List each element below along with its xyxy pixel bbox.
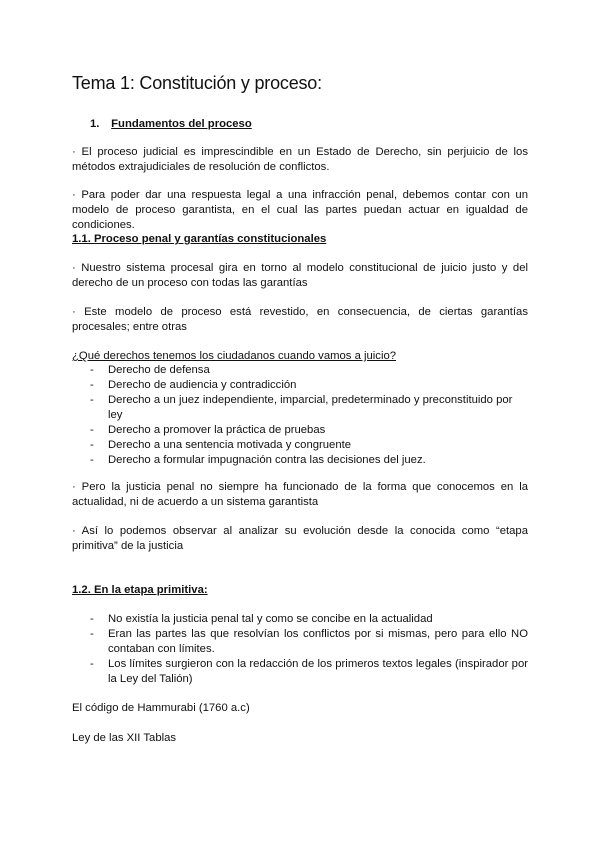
hammurabi-code-line: El código de Hammurabi (1760 a.c) <box>72 702 250 714</box>
rights-question: ¿Qué derechos tenemos los ciudadanos cuando vamos a juicio? <box>72 350 397 362</box>
list-item: - No existía la justicia penal tal y como se concibe en la actualidad <box>72 612 528 627</box>
section-1-paragraph-2: · Para poder dar una respuesta legal a una infracción penal, debemos contar con un modelo de proceso garantista, en el cual las partes puedan actuar en igualdad de condiciones. <box>72 189 528 231</box>
list-item: - Derecho a una sentencia motivada y congruente <box>72 438 528 453</box>
list-item: - Derecho a promover la práctica de pruebas <box>72 423 528 438</box>
list-item: - Eran las partes las que resolvían los conflictos por si mismas, pero para ello NO contaban con límites. <box>72 627 528 657</box>
section-1-2-heading: 1.2. En la etapa primitiva: <box>72 584 208 596</box>
section-1-paragraph-1: · El proceso judicial es imprescindible en un Estado de Derecho, sin perjuicio de los métodos extrajudiciales de resolución de conflictos. <box>72 146 528 173</box>
section-1-number: 1. <box>90 118 100 130</box>
list-item: - Derecho de defensa <box>72 363 528 378</box>
rights-list <box>72 363 528 468</box>
list-item: - Derecho a formular impugnación contra las decisiones del juez. <box>72 453 528 468</box>
list-item: - Los límites surgieron con la redacción de los primeros textos legales (inspirador por la Ley del Talión) <box>72 657 528 687</box>
page-title: Tema 1: Constitución y proceso: <box>72 73 322 93</box>
section-1-1-paragraph-3: · Pero la justicia penal no siempre ha funcionado de la forma que conocemos en la actualidad, ni de acuerdo a un sistema garantista <box>72 481 528 508</box>
section-1-1-paragraph-2: · Este modelo de proceso está revestido, en consecuencia, de ciertas garantías procesales; entre otras <box>72 306 528 333</box>
list-item: - Derecho a un juez independiente, imparcial, predeterminado y preconstituido por ley <box>72 393 528 423</box>
section-1-1-paragraph-4: · Así lo podemos observar al analizar su evolución desde la conocida como “etapa primitiva” de la justicia <box>72 525 528 552</box>
section-1-heading <box>90 117 528 132</box>
section-1-1-paragraph-1: · Nuestro sistema procesal gira en torno al modelo constitucional de juicio justo y del derecho de un proceso con todas las garantías <box>72 262 528 289</box>
list-item: - Derecho de audiencia y contradicción <box>72 378 528 393</box>
twelve-tables-line: Ley de las XII Tablas <box>72 732 177 744</box>
primitive-stage-list <box>72 612 528 687</box>
section-1-title: Fundamentos del proceso <box>111 118 252 130</box>
section-1-1-heading: 1.1. Proceso penal y garantías constitucionales <box>72 233 327 245</box>
